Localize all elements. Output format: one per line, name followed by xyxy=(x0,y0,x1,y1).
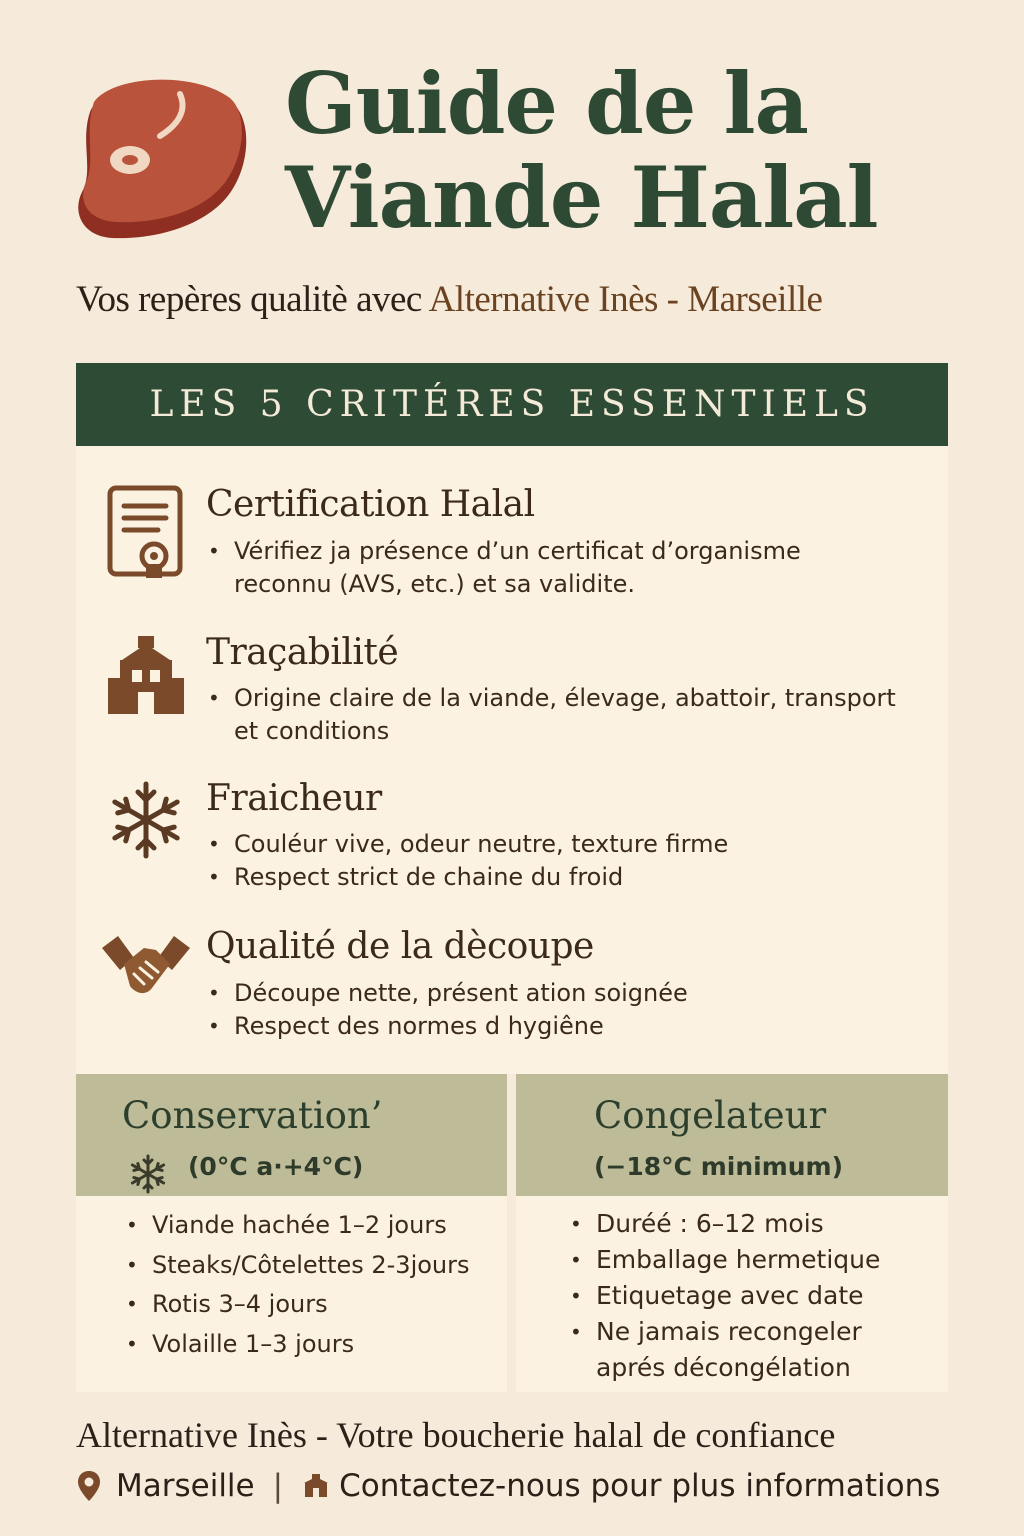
list-item: • Vérifiez ja présence d’un certificat d’organisme xyxy=(206,535,801,568)
criteria-heading: LES 5 CRITÉRES ESSENTIELS xyxy=(76,363,948,446)
congelateur-title: Congelateur xyxy=(594,1094,827,1137)
list-item: • Origine claire de la viande, élevage, abattoir, transport xyxy=(206,682,896,715)
criterion-bullets-decoupe xyxy=(206,977,688,1043)
list-item: • Emballage hermetique xyxy=(568,1242,880,1278)
list-item: • Respect des normes d hygiêne xyxy=(206,1010,688,1043)
list-item: • Viande hachée 1–2 jours xyxy=(124,1206,470,1246)
location-pin-icon xyxy=(76,1469,102,1503)
list-item: • Etiquetage avec date xyxy=(568,1278,880,1314)
list-item: • Duréé : 6–12 mois xyxy=(568,1206,880,1242)
snowflake-icon xyxy=(106,778,186,862)
snowflake-icon xyxy=(126,1152,170,1196)
subtitle xyxy=(76,278,822,321)
footer-contact: Contactez-nous pour plus informations xyxy=(339,1468,941,1504)
congelateur-list xyxy=(568,1206,880,1386)
handshake-icon xyxy=(100,930,192,1002)
list-item: • Ne jamais recongeler xyxy=(568,1314,880,1350)
conservation-list xyxy=(124,1206,470,1364)
criterion-bullets-fraicheur xyxy=(206,828,728,894)
conservation-header xyxy=(76,1074,507,1196)
shop-icon xyxy=(301,1473,331,1499)
footer-separator: | xyxy=(272,1468,284,1504)
list-item: • Steaks/Côtelettes 2-3jours xyxy=(124,1246,470,1286)
subtitle-prefix: Vos repères qualitè avec xyxy=(76,279,429,320)
footer-location: Marseille xyxy=(116,1468,255,1504)
criterion-title-tracabilite: Traçabilité xyxy=(206,632,399,673)
list-item: • Volaille 1–3 jours xyxy=(124,1325,470,1365)
conservation-subtitle: (0°C a·+4°C) xyxy=(188,1152,364,1181)
criterion-bullets-certification xyxy=(206,535,801,601)
footer-title: Alternative Inès - Votre boucherie halal de confiance xyxy=(76,1415,836,1455)
congelateur-subtitle: (−18°C minimum) xyxy=(594,1152,844,1181)
page-title-line-2: Viande Halal xyxy=(285,148,878,247)
criterion-title-certification: Certification Halal xyxy=(206,484,535,525)
list-item: • Respect strict de chaine du froid xyxy=(206,861,728,894)
list-item: • Découpe nette, présent ation soignée xyxy=(206,977,688,1010)
building-icon xyxy=(106,630,186,726)
steak-logo-icon xyxy=(72,72,252,242)
conservation-title: Conservation’ xyxy=(122,1094,383,1137)
list-item-continuation: aprés décongélation xyxy=(596,1353,851,1382)
criterion-title-decoupe: Qualité de la dècoupe xyxy=(206,926,594,967)
subtitle-brand: Alternative Inès - Marseille xyxy=(428,279,823,320)
page-title-line-1: Guide de la xyxy=(285,54,808,153)
list-item: • Rotis 3–4 jours xyxy=(124,1285,470,1325)
congelateur-header xyxy=(516,1074,948,1196)
certificate-icon xyxy=(106,484,186,580)
list-item-continuation: et conditions xyxy=(234,717,390,745)
criterion-title-fraicheur: Fraicheur xyxy=(206,778,382,819)
list-item-continuation: reconnu (AVS, etc.) et sa validite. xyxy=(234,570,635,598)
footer-contact-row xyxy=(76,1468,940,1504)
list-item: • Couléur vive, odeur neutre, texture firme xyxy=(206,828,728,861)
list-item xyxy=(206,568,801,601)
criterion-bullets-tracabilite xyxy=(206,682,896,748)
